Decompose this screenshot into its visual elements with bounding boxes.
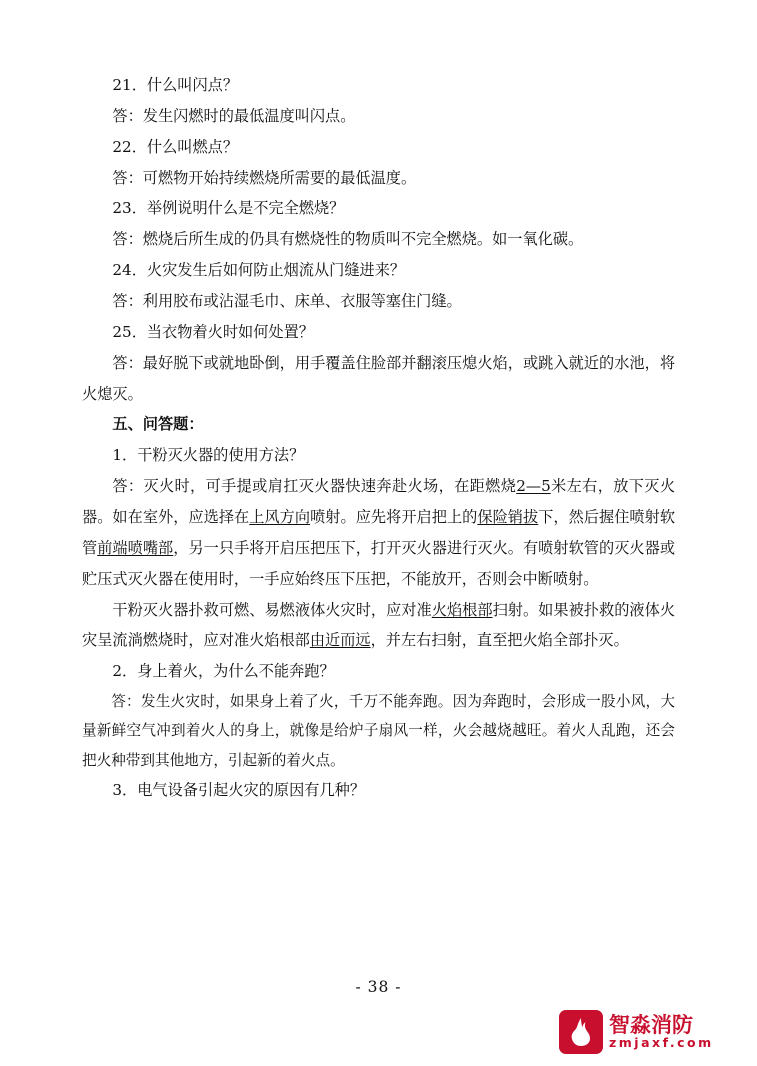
underlined-text: 保险销拔 — [477, 508, 539, 527]
text-run: 扫射。如果被扑救的液体火灾呈流淌燃烧时，应对准火焰根部 — [82, 600, 676, 650]
underlined-text: 由近而远 — [309, 631, 371, 650]
answer-24: 答：利用胶布或沾湿毛巾、床单、衣服等塞住门缝。 — [112, 292, 462, 311]
answer-25: 答：最好脱下或就地卧倒，用手覆盖住脸部并翻滚压熄火焰，或跳入就近的水池，将火熄灭。 — [82, 353, 675, 403]
question-3: 3．电气设备引起火灾的原因有几种？ — [112, 780, 366, 799]
text-run: 喷射。应先将开启把上的 — [310, 508, 478, 527]
text-run: 米左右，放下灭火器。如在室外，应选择在 — [82, 477, 676, 527]
answer-1-paragraph-2 — [82, 595, 675, 657]
text-run: 干粉灭火器扑救可燃、易燃液体火灾时，应对准 — [112, 600, 432, 619]
watermark-subtitle: zmjaxf.com — [609, 1035, 714, 1051]
underlined-text: 2—5 — [516, 477, 551, 496]
text-run: ，并左右扫射，直至把火焰全部扑灭。 — [370, 631, 629, 650]
flame-icon — [559, 1010, 603, 1054]
underlined-text: 火焰根部 — [431, 600, 493, 619]
answer-1-paragraph-1 — [82, 471, 675, 594]
question-22: 22．什么叫燃点？ — [112, 137, 239, 156]
underlined-text: 上风方向 — [249, 508, 311, 527]
text-run: 答：灭火时，可手提或肩扛灭火器快速奔赴火场，在距燃烧 — [112, 477, 517, 496]
watermark-text — [609, 1014, 714, 1049]
underlined-text: 前端喷嘴部 — [97, 538, 174, 557]
section-heading-5: 五、问答题： — [112, 415, 204, 434]
document-body — [82, 70, 675, 806]
answer-21: 答：发生闪燃时的最低温度叫闪点。 — [112, 106, 356, 125]
answer-22: 答：可燃物开始持续燃烧所需要的最低温度。 — [112, 168, 417, 187]
watermark — [559, 1006, 727, 1058]
question-24: 24．火灾发生后如何防止烟流从门缝进来？ — [112, 261, 406, 280]
text-run: 下，然后握住喷射软管 — [82, 508, 676, 557]
question-1: 1．干粉灭火器的使用方法？ — [112, 446, 305, 465]
question-21: 21．什么叫闪点？ — [112, 76, 239, 94]
answer-23: 答：燃烧后所生成的仍具有燃烧性的物质叫不完全燃烧。如一氧化碳。 — [112, 230, 584, 249]
watermark-title: 智淼消防 — [609, 1013, 693, 1038]
page-number: - 38 - — [355, 978, 402, 996]
answer-2: 答：发生火灾时，如果身上着了火，千万不能奔跑。因为奔跑时，会形成一股小风，大量新鲜空气冲到着火人的身上，就像是给炉子扇风一样，火会越烧越旺。着火人乱跑，还会把火种带到其他地方，引起新的着火点。 — [82, 693, 675, 769]
text-run: ，另一只手将开启压把压下，打开灭火器进行灭火。有喷射软管的灭火器或贮压式灭火器在使用时，一手应始终压下压把，不能放开，否则会中断喷射。 — [82, 538, 676, 588]
question-25: 25．当衣物着火时如何处置？ — [112, 322, 314, 341]
question-23: 23．举例说明什么是不完全燃烧？ — [112, 199, 345, 218]
question-2: 2．身上着火，为什么不能奔跑？ — [112, 662, 335, 681]
